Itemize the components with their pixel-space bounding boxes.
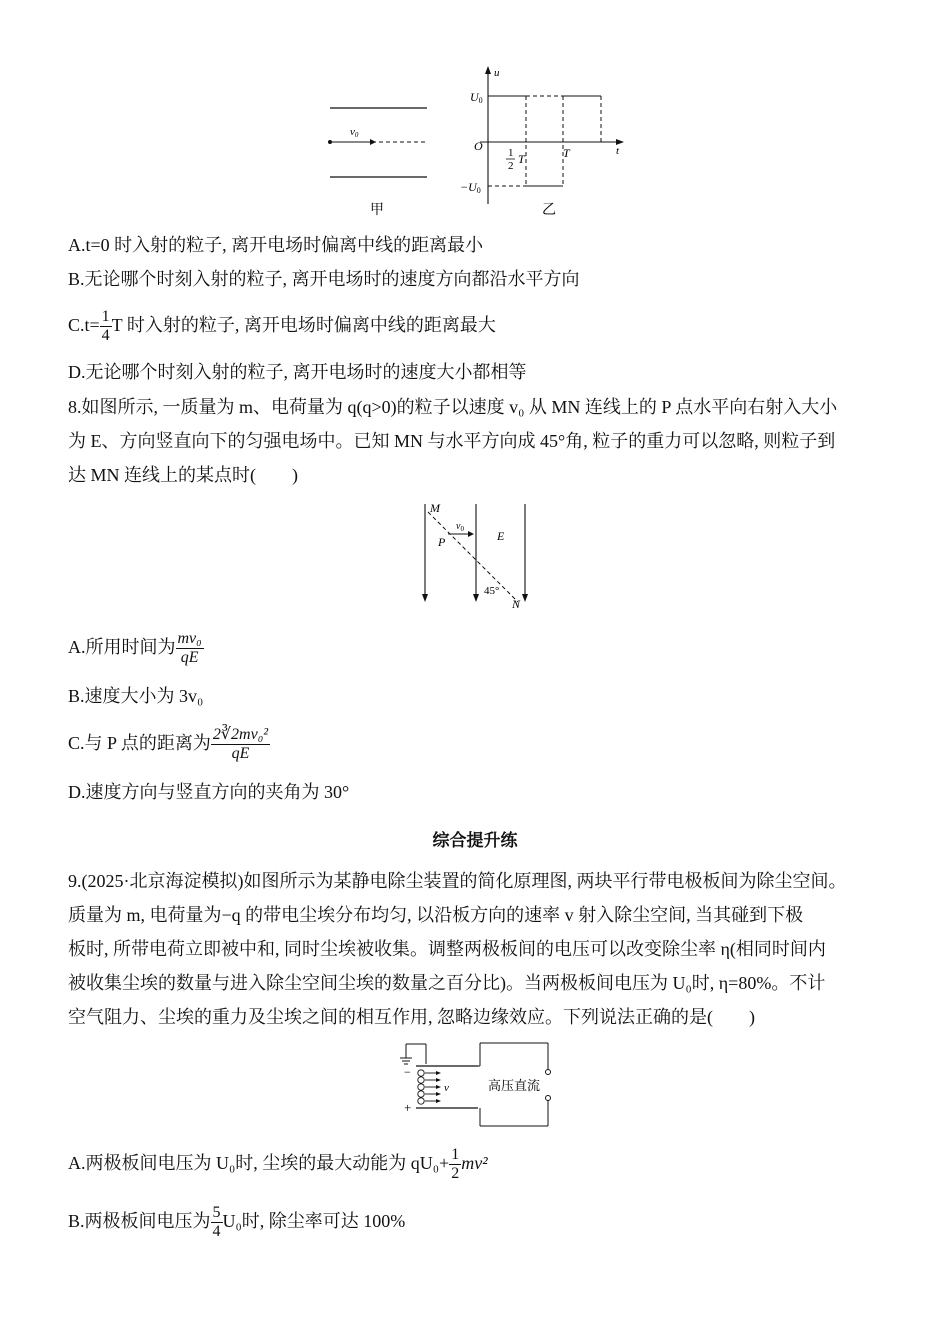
caption-yi: 乙 (542, 203, 556, 218)
q8-stem: 8.如图所示, 一质量为 m、电荷量为 q(q>0)的粒子以速度 v₀ 从 MN 连线上的 P 点水平向右射入大小 为 E、方向竖直向下的匀强电场中。已知 MN 与水平方向成 45°角, 粒子的重力可以忽略, 则粒子到 达 MN 连线上的某点时( ) (68, 397, 838, 485)
plus-sign: + (404, 1100, 412, 1115)
label-E: E (497, 529, 505, 543)
q8-option-b: B.速度大小为 3v₀ (68, 686, 204, 706)
q7-option-c: C.t= $\frac{1}{4}$ T 时入射的粒子, 离开电场时偏离中线的距离最大 (68, 308, 496, 345)
hv-dc-label: 高压直流 (488, 1078, 541, 1093)
q7-option-b: B.无论哪个时刻入射的粒子, 离开电场时的速度方向都沿水平方向 (68, 269, 580, 289)
half-den: 2 (508, 160, 514, 172)
q9-option-a: A.两极板间电压为 U₀时, 尘埃的最大动能为 qU₀+ $\frac{1}{2}$ mv² (68, 1146, 488, 1183)
particle-dot (328, 140, 332, 144)
q8-option-c: C.与 P 点的距离为 $\frac{\text{2∛2mv₀²}}{qE}$ (68, 726, 269, 763)
v-label: v (444, 1082, 449, 1094)
figure-q8-field (410, 500, 540, 610)
label-N: N (512, 597, 521, 610)
origin-label: O (474, 139, 483, 153)
label-45: 45° (484, 585, 500, 597)
q7-option-a: A.t=0 时入射的粒子, 离开电场时偏离中线的距离最小 (68, 235, 484, 255)
U0-label: U0 (470, 90, 483, 105)
axis-u-label: u (494, 67, 500, 79)
figure-q9-dust-collector (398, 1040, 558, 1130)
label-P: P (438, 535, 446, 549)
q9-option-b: B.两极板间电压为 $\frac{5}{4}$ U₀时, 除尘率可达 100% (68, 1204, 406, 1241)
caption-jia: 甲 (370, 203, 384, 218)
minus-sign: − (404, 1065, 411, 1079)
half-num: 1 (508, 147, 514, 159)
T-label: T (563, 146, 570, 160)
v0-label: v0 (350, 126, 359, 139)
q8-option-a: A.所用时间为 $\frac{\text{mv₀}}{qE}$ (68, 630, 202, 667)
negU0-label: −U0 (460, 180, 481, 195)
figure-plates-and-voltage (320, 62, 640, 222)
halfT-label: T (518, 152, 525, 166)
mn-line (428, 512, 518, 602)
axis-t-label: t (616, 145, 620, 157)
label-v0: $v_0$ (456, 521, 464, 533)
section-title: 综合提升练 (432, 831, 518, 851)
q7-option-d: D.无论哪个时刻入射的粒子, 离开电场时的速度大小都相等 (68, 362, 527, 382)
q9-stem: 9.(2025·北京海淀模拟)如图所示为某静电除尘装置的简化原理图, 两块平行带电极板间为除尘空间。 质量为 m, 电荷量为−q 的带电尘埃分布均匀, 以沿板方向的速率 v 射入除尘空间, 当其碰到下极 板时, 所带电荷立即被中和, 同时尘埃被收集。调整两极板间的电压可以改变除尘率 η(相同时间内 被收集尘埃的数量与进入除尘空间尘埃的数量之百分比)。当两极板间电压为 U₀时, η=80%。不计 空气阻力、尘埃的重力及尘埃之间的相互作用, 忽略边缘效应。下列说法正确的是( ) (68, 871, 847, 1027)
q8-option-d: D.速度方向与竖直方向的夹角为 30° (68, 782, 350, 802)
label-M: M (430, 501, 440, 515)
